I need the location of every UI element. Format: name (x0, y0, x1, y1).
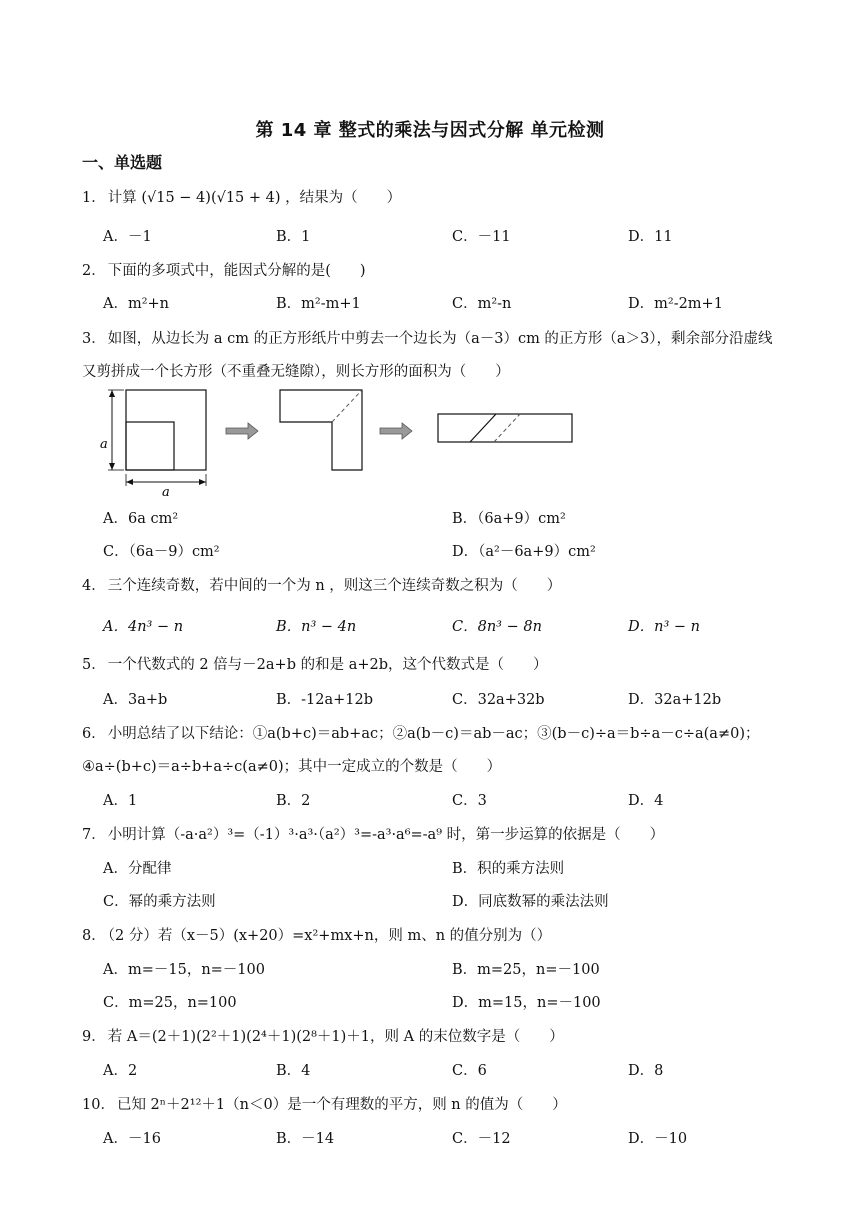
question-number: 9． (82, 1029, 106, 1045)
question-text: 计算 (√15 − 4)(√15 + 4) ，结果为（ ） (107, 190, 402, 206)
question-text: 下面的多项式中，能因式分解的是( ) (107, 263, 366, 279)
option-c[interactable]: C．m=25，n=100 (103, 995, 237, 1011)
bottom-label-a: a (162, 485, 170, 496)
option-d[interactable]: D．（a²－6a+9）cm² (452, 544, 596, 560)
question-text: 一个代数式的 2 倍与－2a+b 的和是 a+2b，这个代数式是（ ） (107, 657, 548, 673)
option-c[interactable]: C．6 (452, 1063, 487, 1079)
option-a[interactable]: A．－16 (103, 1131, 161, 1147)
option-a[interactable]: A．－1 (103, 229, 152, 245)
cut-and-rearrange-figure (96, 386, 586, 496)
right-arrow-icon (380, 423, 412, 439)
question-number: 5． (82, 657, 106, 673)
option-c[interactable]: C．－11 (452, 229, 511, 245)
option-b[interactable]: B．4 (276, 1063, 311, 1079)
option-d[interactable]: D．同底数幂的乘法法则 (452, 894, 609, 910)
option-a[interactable]: A．1 (103, 793, 138, 809)
question-text: 已知 2ⁿ＋2¹²＋1（n＜0）是一个有理数的平方，则 n 的值为（ ） (116, 1097, 567, 1113)
question-3 (82, 327, 773, 348)
option-a[interactable]: A．2 (103, 1063, 138, 1079)
arrow-head (199, 479, 206, 485)
question-text: 若 A＝(2＋1)(2²＋1)(2⁴＋1)(2⁸＋1)＋1，则 A 的末位数字是（ ） (107, 1029, 564, 1045)
arrow-head (126, 479, 133, 485)
option-c[interactable]: C．3 (452, 793, 487, 809)
option-c[interactable]: C．m²-n (452, 296, 512, 312)
dashed-cut-line (494, 414, 520, 442)
question-10 (82, 1093, 567, 1114)
option-c[interactable]: C．－12 (452, 1131, 511, 1147)
option-d[interactable]: D．m²-2m+1 (628, 296, 723, 312)
question-8 (82, 924, 551, 945)
right-arrow-icon (226, 423, 258, 439)
question-text: （2 分）若（x－5）(x+20）=x²+mx+n，则 m、n 的值分别为（） (107, 928, 552, 944)
question-7 (82, 823, 664, 844)
question-6 (82, 722, 759, 743)
outer-square (126, 390, 206, 470)
option-a[interactable]: A．4n³ − n (103, 619, 184, 635)
question-number: 10． (82, 1097, 115, 1113)
question-number: 1． (82, 190, 106, 206)
question-text-line2: 又剪拼成一个长方形（不重叠无缝隙），则长方形的面积为（ ） (82, 364, 510, 380)
seam-line (470, 414, 496, 442)
page-title: 第 14 章 整式的乘法与因式分解 单元检测 (255, 120, 605, 141)
option-d[interactable]: D．n³ − n (628, 619, 700, 635)
option-d[interactable]: D．8 (628, 1063, 664, 1079)
option-d[interactable]: D．4 (628, 793, 664, 809)
option-a[interactable]: A．分配律 (103, 861, 172, 877)
question-4 (82, 574, 561, 595)
option-a[interactable]: A．m=－15，n=－100 (103, 962, 265, 978)
question-number: 2． (82, 263, 106, 279)
question-1 (82, 186, 401, 207)
question-9 (82, 1025, 564, 1046)
option-c[interactable]: C．（6a－9）cm² (103, 544, 220, 560)
dashed-cut-line (332, 390, 362, 422)
question-text-line2: ④a÷(b+c)＝a÷b+a÷c(a≠0)；其中一定成立的个数是（ ） (82, 759, 502, 775)
l-shape (280, 390, 362, 470)
question-number: 4． (82, 578, 106, 594)
option-d[interactable]: D．32a+12b (628, 692, 722, 708)
option-d[interactable]: D．11 (628, 229, 673, 245)
option-d[interactable]: D．－10 (628, 1131, 688, 1147)
question-number: 6． (82, 726, 106, 742)
arrow-head (109, 463, 115, 470)
option-a[interactable]: A．m²+n (103, 296, 170, 312)
question-number: 7． (82, 827, 106, 843)
question-2 (82, 259, 366, 280)
option-b[interactable]: B．1 (276, 229, 311, 245)
section-heading: 一、单选题 (82, 153, 163, 172)
question-number: 3． (82, 331, 106, 347)
option-c[interactable]: C．8n³ − 8n (452, 619, 542, 635)
option-c[interactable]: C．32a+32b (452, 692, 545, 708)
option-b[interactable]: B．m=25，n=－100 (452, 962, 600, 978)
question-text: 小明总结了以下结论：①a(b+c)＝ab+ac；②a(b－c)＝ab－ac；③(b－c)÷a＝b÷a－c÷a(a≠0)； (107, 726, 760, 742)
option-a[interactable]: A．3a+b (103, 692, 168, 708)
inner-square (126, 422, 174, 470)
option-a[interactable]: A．6a cm² (103, 511, 179, 527)
result-rectangle (438, 414, 572, 442)
option-b[interactable]: B．m²-m+1 (276, 296, 361, 312)
option-b[interactable]: B．（6a+9）cm² (452, 511, 566, 527)
option-b[interactable]: B．2 (276, 793, 311, 809)
option-c[interactable]: C．幂的乘方法则 (103, 894, 216, 910)
option-b[interactable]: B．－14 (276, 1131, 335, 1147)
question-text: 小明计算（-a·a²）³=（-1）³·a³·（a²）³=-a³·a⁶=-a⁹ 时，第一步运算的依据是（ ） (107, 827, 665, 843)
question-text: 如图，从边长为 a cm 的正方形纸片中剪去一个边长为（a－3）cm 的正方形（a＞3），剩余部分沿虚线 (107, 331, 773, 347)
option-b[interactable]: B．-12a+12b (276, 692, 374, 708)
arrow-head (109, 390, 115, 397)
question-number: 8． (82, 928, 106, 944)
option-d[interactable]: D．m=15，n=－100 (452, 995, 601, 1011)
side-label-a: a (100, 437, 108, 452)
option-b[interactable]: B．积的乘方法则 (452, 861, 565, 877)
question-5 (82, 653, 548, 674)
option-b[interactable]: B．n³ − 4n (276, 619, 357, 635)
question-text: 三个连续奇数，若中间的一个为 n ，则这三个连续奇数之积为（ ） (107, 578, 562, 594)
